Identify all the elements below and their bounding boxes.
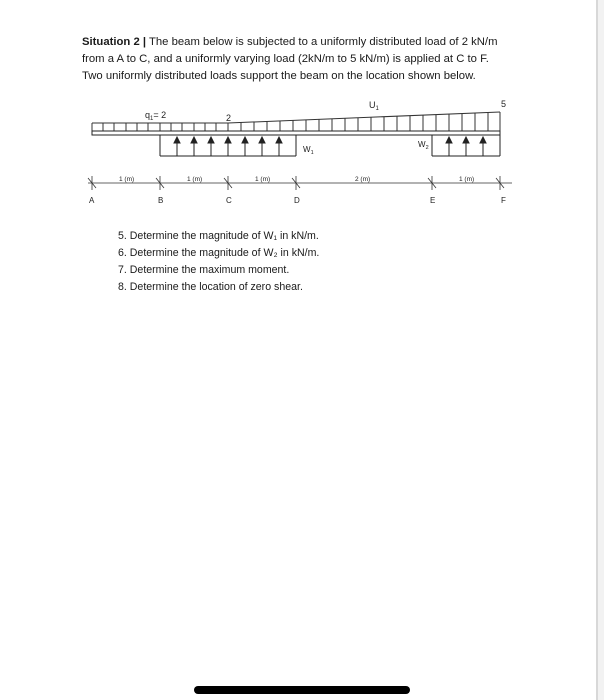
home-indicator[interactable]: [194, 686, 410, 694]
span-label-ab: 1 (m): [119, 176, 135, 183]
support-load-w2: [432, 135, 500, 156]
question-7: 7. Determine the maximum moment.: [118, 264, 290, 276]
load-value-at-c: 2: [226, 113, 232, 123]
point-label-b: B: [158, 196, 164, 205]
q1-label: $q_1= 2$: [145, 110, 167, 122]
span-label-bc: 1 (m): [187, 176, 203, 183]
w1-label: $W_1$: [303, 145, 314, 156]
problem-line-3: Two uniformly distributed loads support the beam on the location shown below.: [82, 70, 476, 82]
load-value-at-f: 5: [501, 99, 507, 109]
problem-text-1: The beam below is subjected to a uniformly distributed load of 2 kN/m: [148, 36, 498, 48]
beam-diagram: [0, 0, 604, 230]
beam: [92, 131, 500, 135]
question-8: 8. Determine the location of zero shear.: [118, 281, 303, 293]
w2-label: $W_2$: [418, 140, 429, 151]
point-label-f: F: [501, 196, 506, 205]
span-label-cd: 1 (m): [255, 176, 271, 183]
point-label-a: A: [89, 196, 95, 205]
varying-load-c-to-f: [228, 112, 500, 131]
dimension-line: [88, 176, 512, 190]
point-label-c: C: [226, 196, 232, 205]
problem-line-2: from a A to C, and a uniformly varying load (2kN/m to 5 kN/m) is applied at C to F.: [82, 53, 489, 65]
point-label-d: D: [294, 196, 300, 205]
support-load-w1: [160, 135, 296, 156]
question-6: 6. Determine the magnitude of W₂ in kN/m.: [118, 247, 320, 259]
question-5: 5. Determine the magnitude of W₁ in kN/m.: [118, 230, 319, 242]
u1-label: $U_1$: [369, 100, 379, 112]
situation-heading: Situation 2 |: [82, 36, 147, 48]
span-label-ef: 1 (m): [459, 176, 475, 183]
question-list: [118, 228, 319, 296]
uniform-load-a-to-c: [92, 123, 228, 131]
span-label-de: 2 (m): [355, 176, 371, 183]
point-label-e: E: [430, 196, 436, 205]
